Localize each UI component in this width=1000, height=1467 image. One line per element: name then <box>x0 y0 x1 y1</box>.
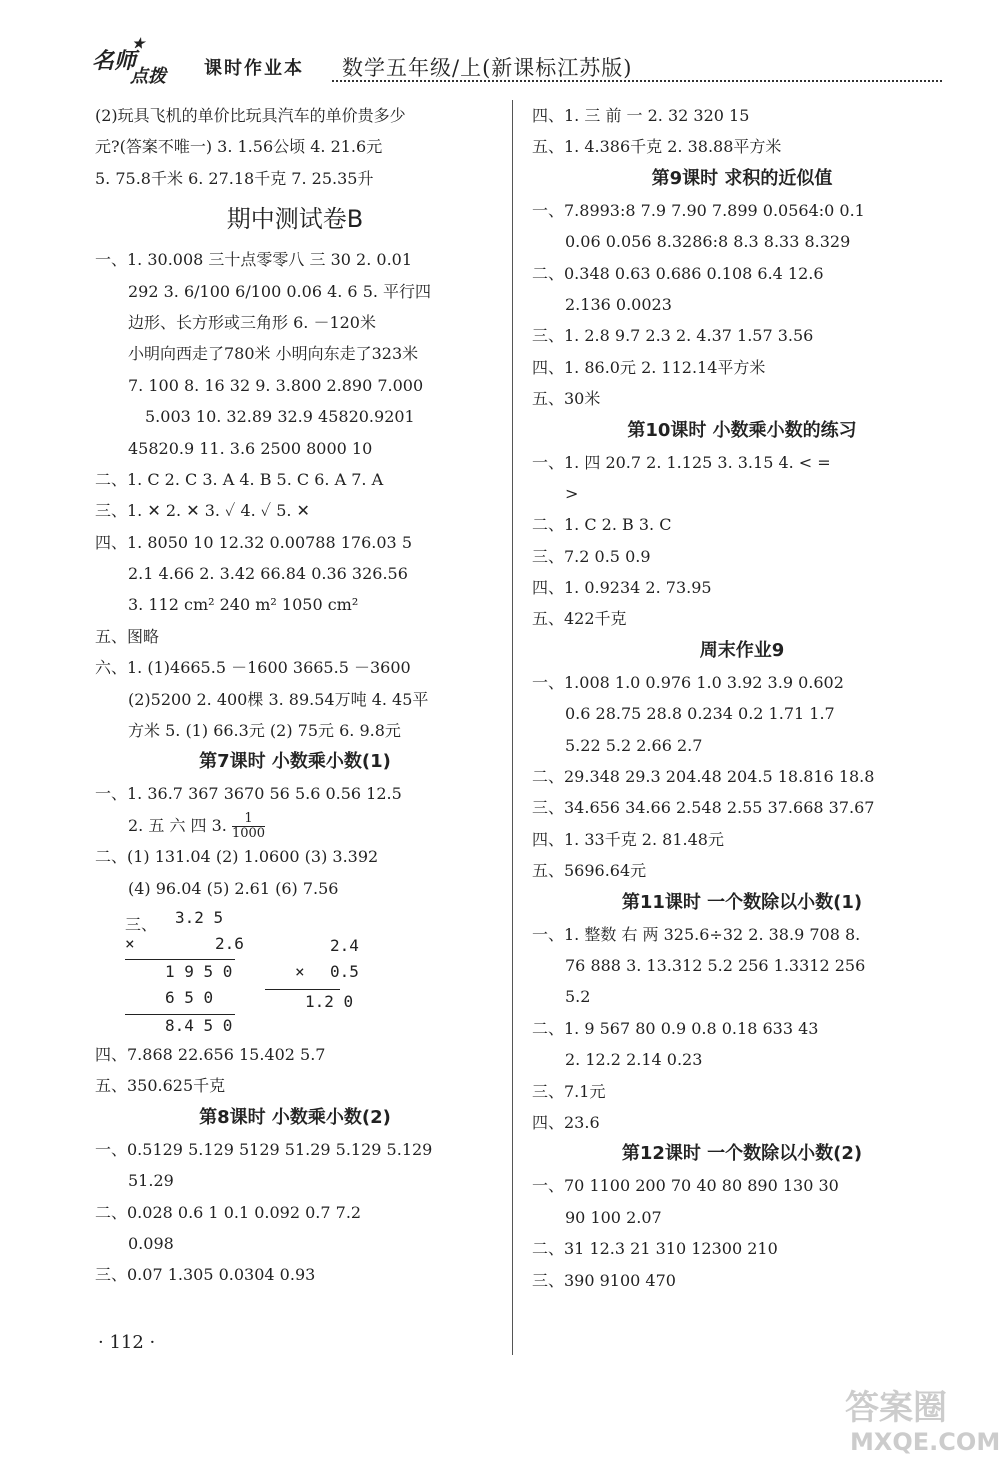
answer-line: 7. 100 8. 16 32 9. 3.800 2.890 7.000 <box>128 375 424 395</box>
answer-line: 三、390 9100 470 <box>532 1270 676 1290</box>
answer-line: 五、5696.64元 <box>532 861 647 881</box>
brand-logo: ★ 名师 点拨 <box>92 36 166 87</box>
page-header <box>92 36 942 88</box>
answer-line: 五、30米 <box>532 389 601 409</box>
answer-line: 边形、长方形或三角形 6. －120米 <box>128 312 376 332</box>
answer-line: (4) 96.04 (5) 2.61 (6) 7.56 <box>128 878 339 898</box>
answer-line: 0.6 28.75 28.8 0.234 0.2 1.71 1.7 <box>565 704 835 724</box>
series-title: 课时作业本 <box>204 58 304 79</box>
answer-line: 三、1. 2.8 9.7 2.3 2. 4.37 1.57 3.56 <box>532 326 814 346</box>
answer-line: 二、29.348 29.3 204.48 204.5 18.816 18.8 <box>532 767 875 787</box>
answer-line: 四、1. 8050 10 12.32 0.00788 176.03 5 <box>95 532 412 552</box>
answer-line: (2)玩具飞机的单价比玩具汽车的单价贵多少 <box>95 106 406 125</box>
logo-line1: 名师 <box>92 48 137 74</box>
answer-line: 二、0.028 0.6 1 0.1 0.092 0.7 7.2 <box>95 1202 362 1222</box>
subject-title: 数学五年级/上(新课标江苏版) <box>342 56 633 80</box>
answer-line: 二、1. 9 567 80 0.9 0.8 0.18 633 43 <box>532 1018 819 1038</box>
answer-line: 四、1. 86.0元 2. 112.14平方米 <box>532 357 766 377</box>
column-divider <box>512 100 513 1355</box>
answer-line: 四、7.868 22.656 15.402 5.7 <box>95 1044 326 1064</box>
answer-line: 五、1. 4.386千克 2. 38.88平方米 <box>532 137 782 157</box>
times-sign-2: × <box>295 961 305 981</box>
times-sign-1: × <box>125 933 135 953</box>
answer-line: 五、350.625千克 <box>95 1076 226 1096</box>
answer-line: 三、1. ✕ 2. ✕ 3. ✓ 4. ✓ 5. ✕ <box>95 501 310 521</box>
multiplicand-1: 3.2 5 <box>175 907 224 927</box>
multiplier-2: 0.5 <box>330 961 359 981</box>
partial-product-1: 1 9 5 0 <box>165 961 233 981</box>
section-heading: 第10课时 小数乘小数的练习 <box>627 419 857 441</box>
answer-line: 51.29 <box>128 1171 174 1191</box>
answer-line: 292 3. 6/100 6/100 0.06 4. 6 5. 平行四 <box>128 281 432 301</box>
exam-title: 期中测试卷B <box>226 205 364 234</box>
vertical-multiplication <box>95 904 495 1039</box>
section-heading: 周末作业9 <box>699 639 785 661</box>
answer-line: 二、(1) 131.04 (2) 1.0600 (3) 3.392 <box>95 847 379 867</box>
watermark-url: MXQE.COM <box>850 1428 1000 1456</box>
section-heading: 第11课时 一个数除以小数(1) <box>621 891 863 913</box>
left-answer-column <box>95 100 495 1291</box>
calc-rule <box>265 989 340 990</box>
fraction <box>232 812 265 841</box>
answer-line: 一、1.008 1.0 0.976 1.0 3.92 3.9 0.602 <box>532 672 844 692</box>
answer-line: 二、0.348 0.63 0.686 0.108 6.4 12.6 <box>532 263 824 283</box>
product-1: 8.4 5 0 <box>165 1015 233 1035</box>
section-heading: 第12课时 一个数除以小数(2) <box>621 1143 863 1165</box>
answer-line: 一、1. 36.7 367 3670 56 5.6 0.56 12.5 <box>95 784 402 804</box>
answer-line: > <box>565 483 579 503</box>
fraction-denominator: 1000 <box>231 825 266 841</box>
answer-line: 5.003 10. 32.89 32.9 45820.9201 <box>145 407 415 427</box>
answer-line: 方米 5. (1) 66.3元 (2) 75元 6. 9.8元 <box>128 721 401 741</box>
answer-line: 二、31 12.3 21 310 12300 210 <box>532 1239 778 1259</box>
answer-line: 三、34.656 34.66 2.548 2.55 37.668 37.67 <box>532 798 875 818</box>
answer-line: 四、1. 0.9234 2. 73.95 <box>532 578 712 598</box>
fraction-numerator: 1 <box>244 810 253 826</box>
calc-rule <box>125 959 235 960</box>
page-number: · 112 · <box>98 1332 156 1353</box>
calc-label: 三、 <box>125 914 158 934</box>
answer-line: 5.22 5.2 2.66 2.7 <box>565 735 703 755</box>
answer-line: 二、1. C 2. B 3. C <box>532 515 672 535</box>
answer-line: 五、图略 <box>95 626 160 646</box>
answer-line: 2.136 0.0023 <box>565 294 672 314</box>
answer-line: 四、1. 三 前 一 2. 32 320 15 <box>532 106 750 125</box>
answer-line: 六、1. (1)4665.5 －1600 3665.5 －3600 <box>95 658 411 678</box>
answer-line: 一、0.5129 5.129 5129 51.29 5.129 5.129 <box>95 1139 433 1159</box>
multiplicand-2: 2.4 <box>330 935 359 955</box>
answer-line: 0.098 <box>128 1233 174 1253</box>
logo-line2: 点拨 <box>130 66 166 87</box>
answer-line: 一、1. 整数 右 两 325.6÷32 2. 38.9 708 8. <box>532 924 861 944</box>
answer-line: 76 888 3. 13.312 5.2 256 1.3312 256 <box>565 955 866 975</box>
answer-line: 0.06 0.056 8.3286:8 8.3 8.33 8.329 <box>565 232 851 252</box>
answer-line: 小明向西走了780米 小明向东走了323米 <box>128 344 419 364</box>
answer-line: 四、1. 33千克 2. 81.48元 <box>532 829 724 849</box>
answer-line: 2. 12.2 2.14 0.23 <box>565 1050 703 1070</box>
watermark-logo: 答案圈 <box>845 1388 947 1428</box>
section-heading: 第8课时 小数乘小数(2) <box>199 1106 391 1128</box>
answer-line: 五、422千克 <box>532 609 627 629</box>
answer-line: 3. 112 cm² 240 m² 1050 cm² <box>128 595 359 615</box>
section-heading: 第9课时 求积的近似值 <box>651 167 833 189</box>
answer-line: 2.1 4.66 2. 3.42 66.84 0.36 326.56 <box>128 564 408 584</box>
answer-line: 二、1. C 2. C 3. A 4. B 5. C 6. A 7. A <box>95 469 384 489</box>
header-dotted-rule <box>332 80 942 82</box>
answer-line: 元?(答案不唯一) 3. 1.56公顷 4. 21.6元 <box>95 137 383 157</box>
calc-rule <box>125 1014 235 1015</box>
section-heading: 第7课时 小数乘小数(1) <box>199 751 391 773</box>
partial-product-2: 6 5 0 <box>165 987 214 1007</box>
answer-line: 一、70 1100 200 70 40 80 890 130 30 <box>532 1176 839 1196</box>
answer-line: 三、7.2 0.5 0.9 <box>532 546 651 566</box>
multiplier-1: 2.6 <box>215 933 244 953</box>
answer-line: 四、23.6 <box>532 1112 600 1132</box>
answer-line: 90 100 2.07 <box>565 1207 662 1227</box>
answer-line-with-fraction <box>95 810 495 841</box>
answer-line: 三、0.07 1.305 0.0304 0.93 <box>95 1265 316 1285</box>
right-answer-column <box>532 100 952 1296</box>
answer-line: 三、7.1元 <box>532 1081 606 1101</box>
answer-line: 5. 75.8千米 6. 27.18千克 7. 25.35升 <box>95 168 374 188</box>
product-2: 1.2 0 <box>305 991 354 1011</box>
answer-line: 一、1. 30.008 三十点零零八 三 30 2. 0.01 <box>95 250 413 270</box>
answer-line: 5.2 <box>565 987 591 1007</box>
answer-line: 45820.9 11. 3.6 2500 8000 10 <box>128 438 373 458</box>
answer-text: 2. 五 六 四 3. <box>128 815 227 835</box>
answer-line: 一、1. 四 20.7 2. 1.125 3. 3.15 4. < = <box>532 452 831 472</box>
answer-line: (2)5200 2. 400棵 3. 89.54万吨 4. 45平 <box>128 689 429 709</box>
answer-line: 一、7.8993:8 7.9 7.90 7.899 0.0564:0 0.1 <box>532 200 865 220</box>
